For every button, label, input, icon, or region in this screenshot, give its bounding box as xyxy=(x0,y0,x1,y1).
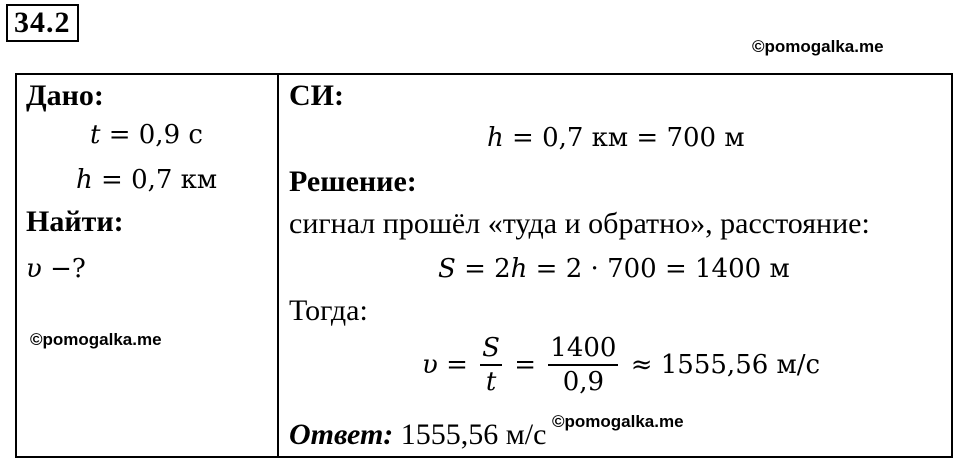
si-height: h = 0,7 км = 700 м xyxy=(487,123,745,153)
solution-title: Решение: xyxy=(289,165,417,198)
si-title: СИ: xyxy=(289,79,344,112)
watermark-bottom: ©pomogalka.me xyxy=(552,412,684,431)
problem-number: 34.2 xyxy=(6,4,79,42)
watermark-top: ©pomogalka.me xyxy=(752,37,884,56)
given-time: t = 0,9 с xyxy=(90,120,203,150)
answer-line xyxy=(289,418,546,452)
given-title: Дано: xyxy=(26,79,104,112)
answer-label: Ответ: xyxy=(289,418,394,451)
fraction-s-over-t: $\frac{S}{t}$ xyxy=(482,333,500,397)
find-title: Найти: xyxy=(26,205,124,238)
column-divider xyxy=(277,73,279,458)
velocity-formula: υ = $\frac{S}{t}$ = $\frac{1400}{0,9}$ ≈ 1555,56 м/с xyxy=(422,333,821,397)
then-label: Тогда: xyxy=(289,294,368,327)
fraction-values: $\frac{1400}{0,9}$ xyxy=(550,333,617,397)
find-velocity: υ −? xyxy=(26,254,86,284)
distance-formula: S = 2h = 2 · 700 = 1400 м xyxy=(438,254,790,284)
given-height: h = 0,7 км xyxy=(76,165,218,195)
answer-value: 1555,56 м/с xyxy=(393,418,547,451)
solution-text: сигнал прошёл «туда и обратно», расстояние: xyxy=(289,207,870,240)
watermark-left: ©pomogalka.me xyxy=(30,330,162,349)
